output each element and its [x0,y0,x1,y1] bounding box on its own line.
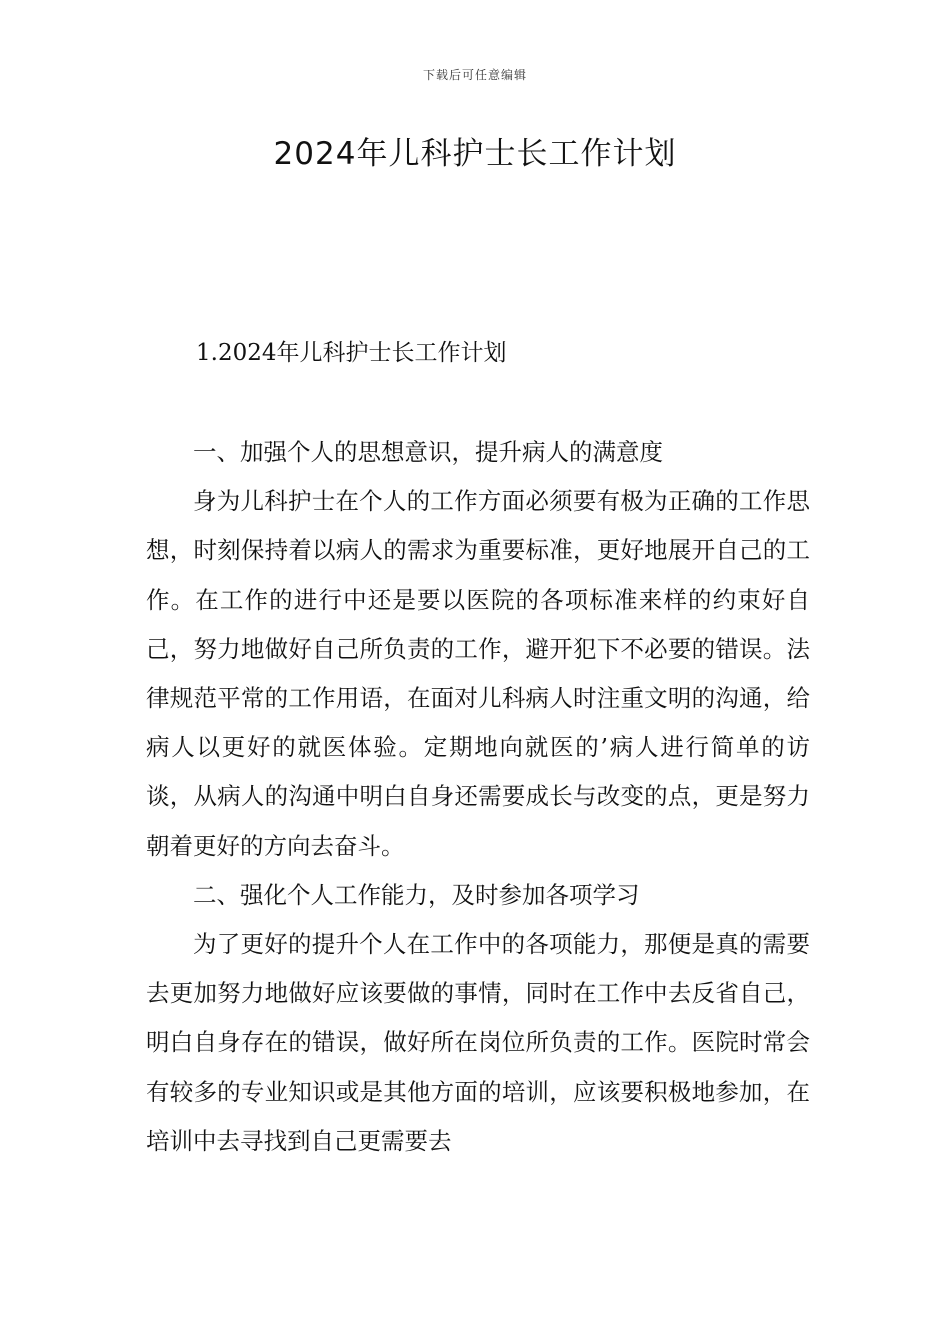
header-note: 下载后可任意编辑 [422,68,527,82]
document-title: 2024年儿科护士长工作计划 [273,136,677,172]
paragraph-heading-1: 一、加强个人的思想意识，提升病人的满意度 [193,438,663,466]
paragraph-heading-2: 二、强化个人工作能力，及时参加各项学习 [193,880,640,909]
section-heading: 1.2024年儿科护士长工作计划 [196,340,507,366]
paragraph-body-1: 身为儿科护士在个人的工作方面必须要有极为正确的工作思想，时刻保持着以病人的需求为重要标准，更好地展开自己的工作。在工作的进行中还是要以医院的各项标准来样的约束好自己，努力地做好自己所负责的工作，避开犯下不必要的错误。法律规范平常的工作用语，在面对儿科病人时注重文明的沟通，给病人以更好的就医体验。定期地向就医的’病人进行简单的访谈，从病人的沟通中明白自身还需要成长与改变的点，更是努力朝着更好的方向去奋斗。 [146,487,810,860]
paragraph-body-2: 为了更好的提升个人在工作中的各项能力，那便是真的需要去更加努力地做好应该要做的事情，同时在工作中去反省自己，明白自身存在的错误，做好所在岗位所负责的工作。医院时常会有较多的专业知识或是其他方面的培训，应该要积极地参加，在培训中去寻找到自己更需要去 [146,930,810,1155]
document-body [146,428,810,1166]
